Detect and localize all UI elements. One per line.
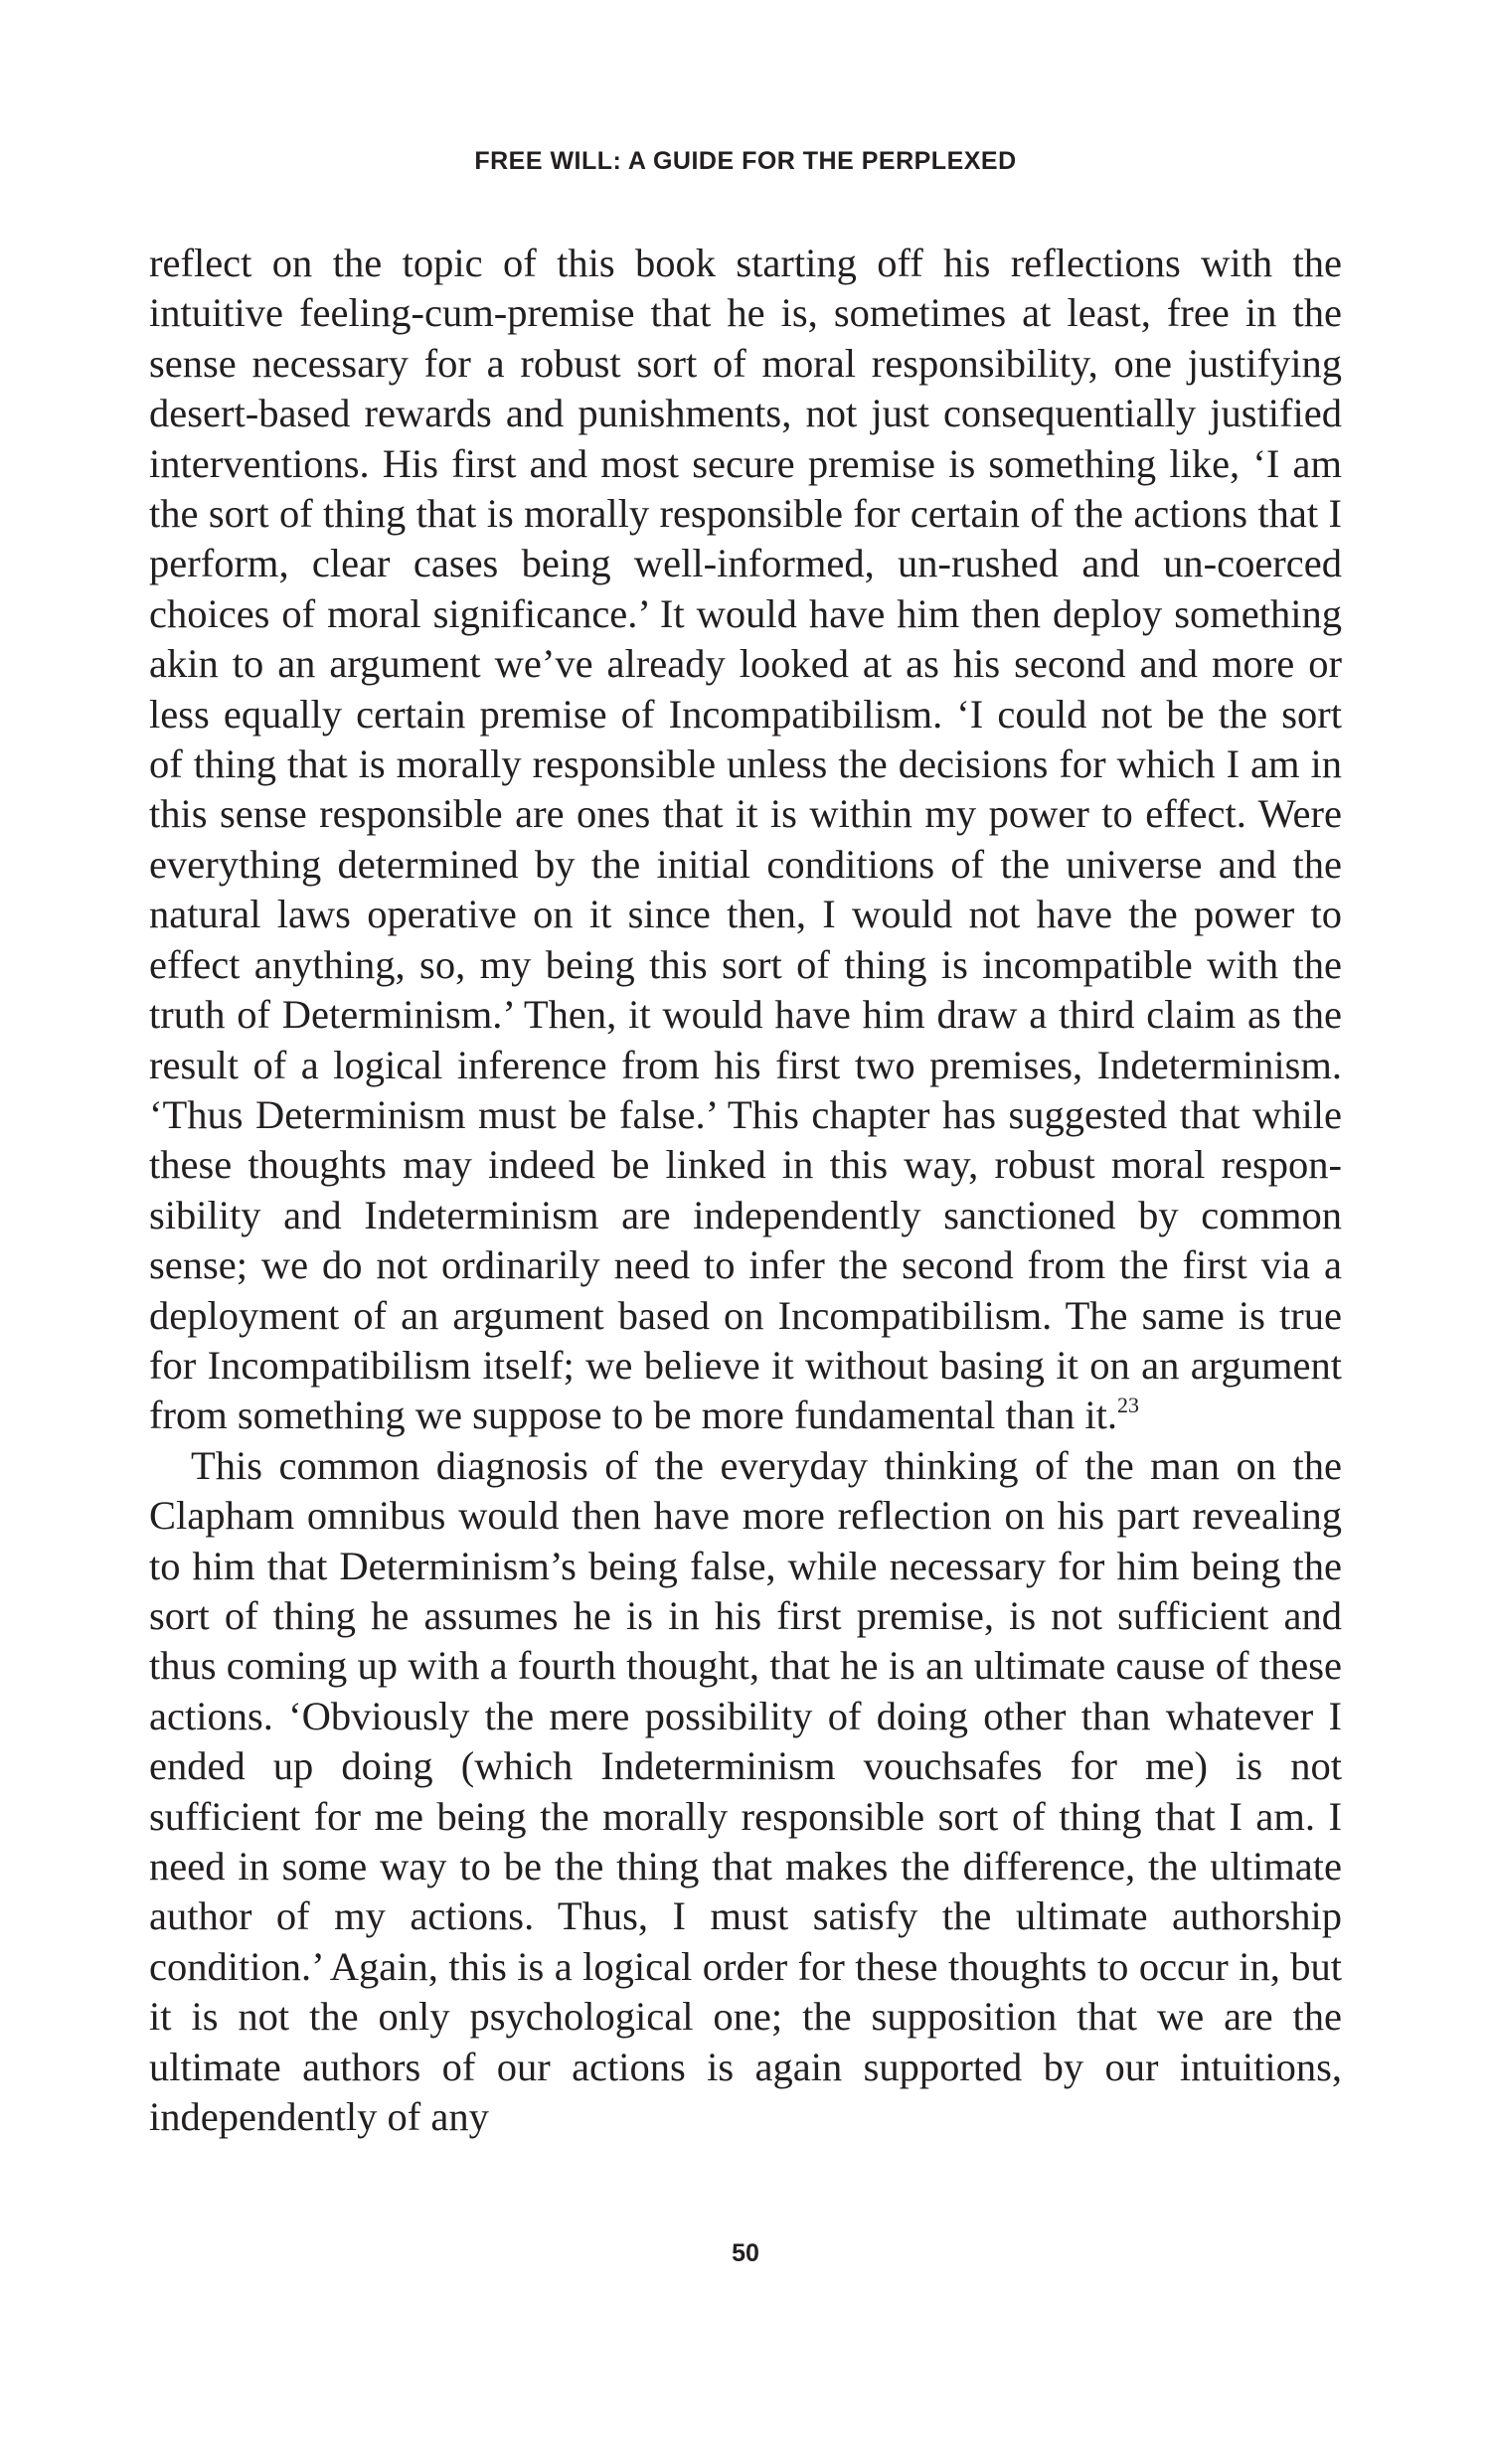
- page-number: 50: [732, 2239, 759, 2267]
- paragraph-1: [149, 239, 1342, 1441]
- body-text: [149, 239, 1342, 2142]
- footnote-reference: 23: [1117, 1393, 1140, 1418]
- paragraph-1-text: reflect on the topic of this book starting off his reflections with the intuitive feeling-cum-premise that he is, sometimes at least, free in the sense necessary for a robust sort of moral responsibility, one justifying desert-based rewards and punishments, not just consequentially justified interventions. His first and most secure premise is something like, ‘I am the sort of thing that is morally responsible for certain of the actions that I perform, clear cases being well-informed, un-rushed and un-coerced choices of moral significance.’ It would have him then deploy something akin to an argument we’ve already looked at as his second and more or less equally certain premise of Incompatibilism. ‘I could not be the sort of thing that is morally responsible unless the decisions for which I am in this sense responsible are ones that it is within my power to effect. Were everything determined by the initial conditions of the universe and the natural laws operative on it since then, I would not have the power to effect anything, so, my being this sort of thing is incompatible with the truth of Determinism.’ Then, it would have him draw a third claim as the result of a logical inference from his first two premises, Indeterminism. ‘Thus Determinism must be false.’ This chapter has suggested that while these thoughts may indeed be linked in this way, robust moral responsibility and Indeterminism are independently sanctioned by common sense; we do not ordinarily need to infer the second from the first via a deployment of an argument based on Incompatibilism. The same is true for Incompatibilism itself; we believe it without basing it on an argument from something we suppose to be more fundamental than it.: [149, 241, 1342, 1438]
- paragraph-2: This common diagnosis of the everyday thinking of the man on the Clapham omnibus would then have more reflection on his part revealing to him that Determinism’s being false, while necessary for him being the sort of thing he assumes he is in his first premise, is not sufficient and thus coming up with a fourth thought, that he is an ultimate cause of these actions. ‘Obviously the mere possibility of doing other than whatever I ended up doing (which Indeterminism vouchsafes for me) is not sufficient for me being the morally responsible sort of thing that I am. I need in some way to be the thing that makes the difference, the ultimate author of my actions. Thus, I must satisfy the ultimate authorship condition.’ Again, this is a logical order for these thoughts to occur in, but it is not the only psychological one; the supposition that we are the ultimate authors of our actions is again supported by our intuitions, independently of any: [149, 1442, 1342, 2140]
- running-head: FREE WILL: A GUIDE FOR THE PERPLEXED: [474, 147, 1017, 175]
